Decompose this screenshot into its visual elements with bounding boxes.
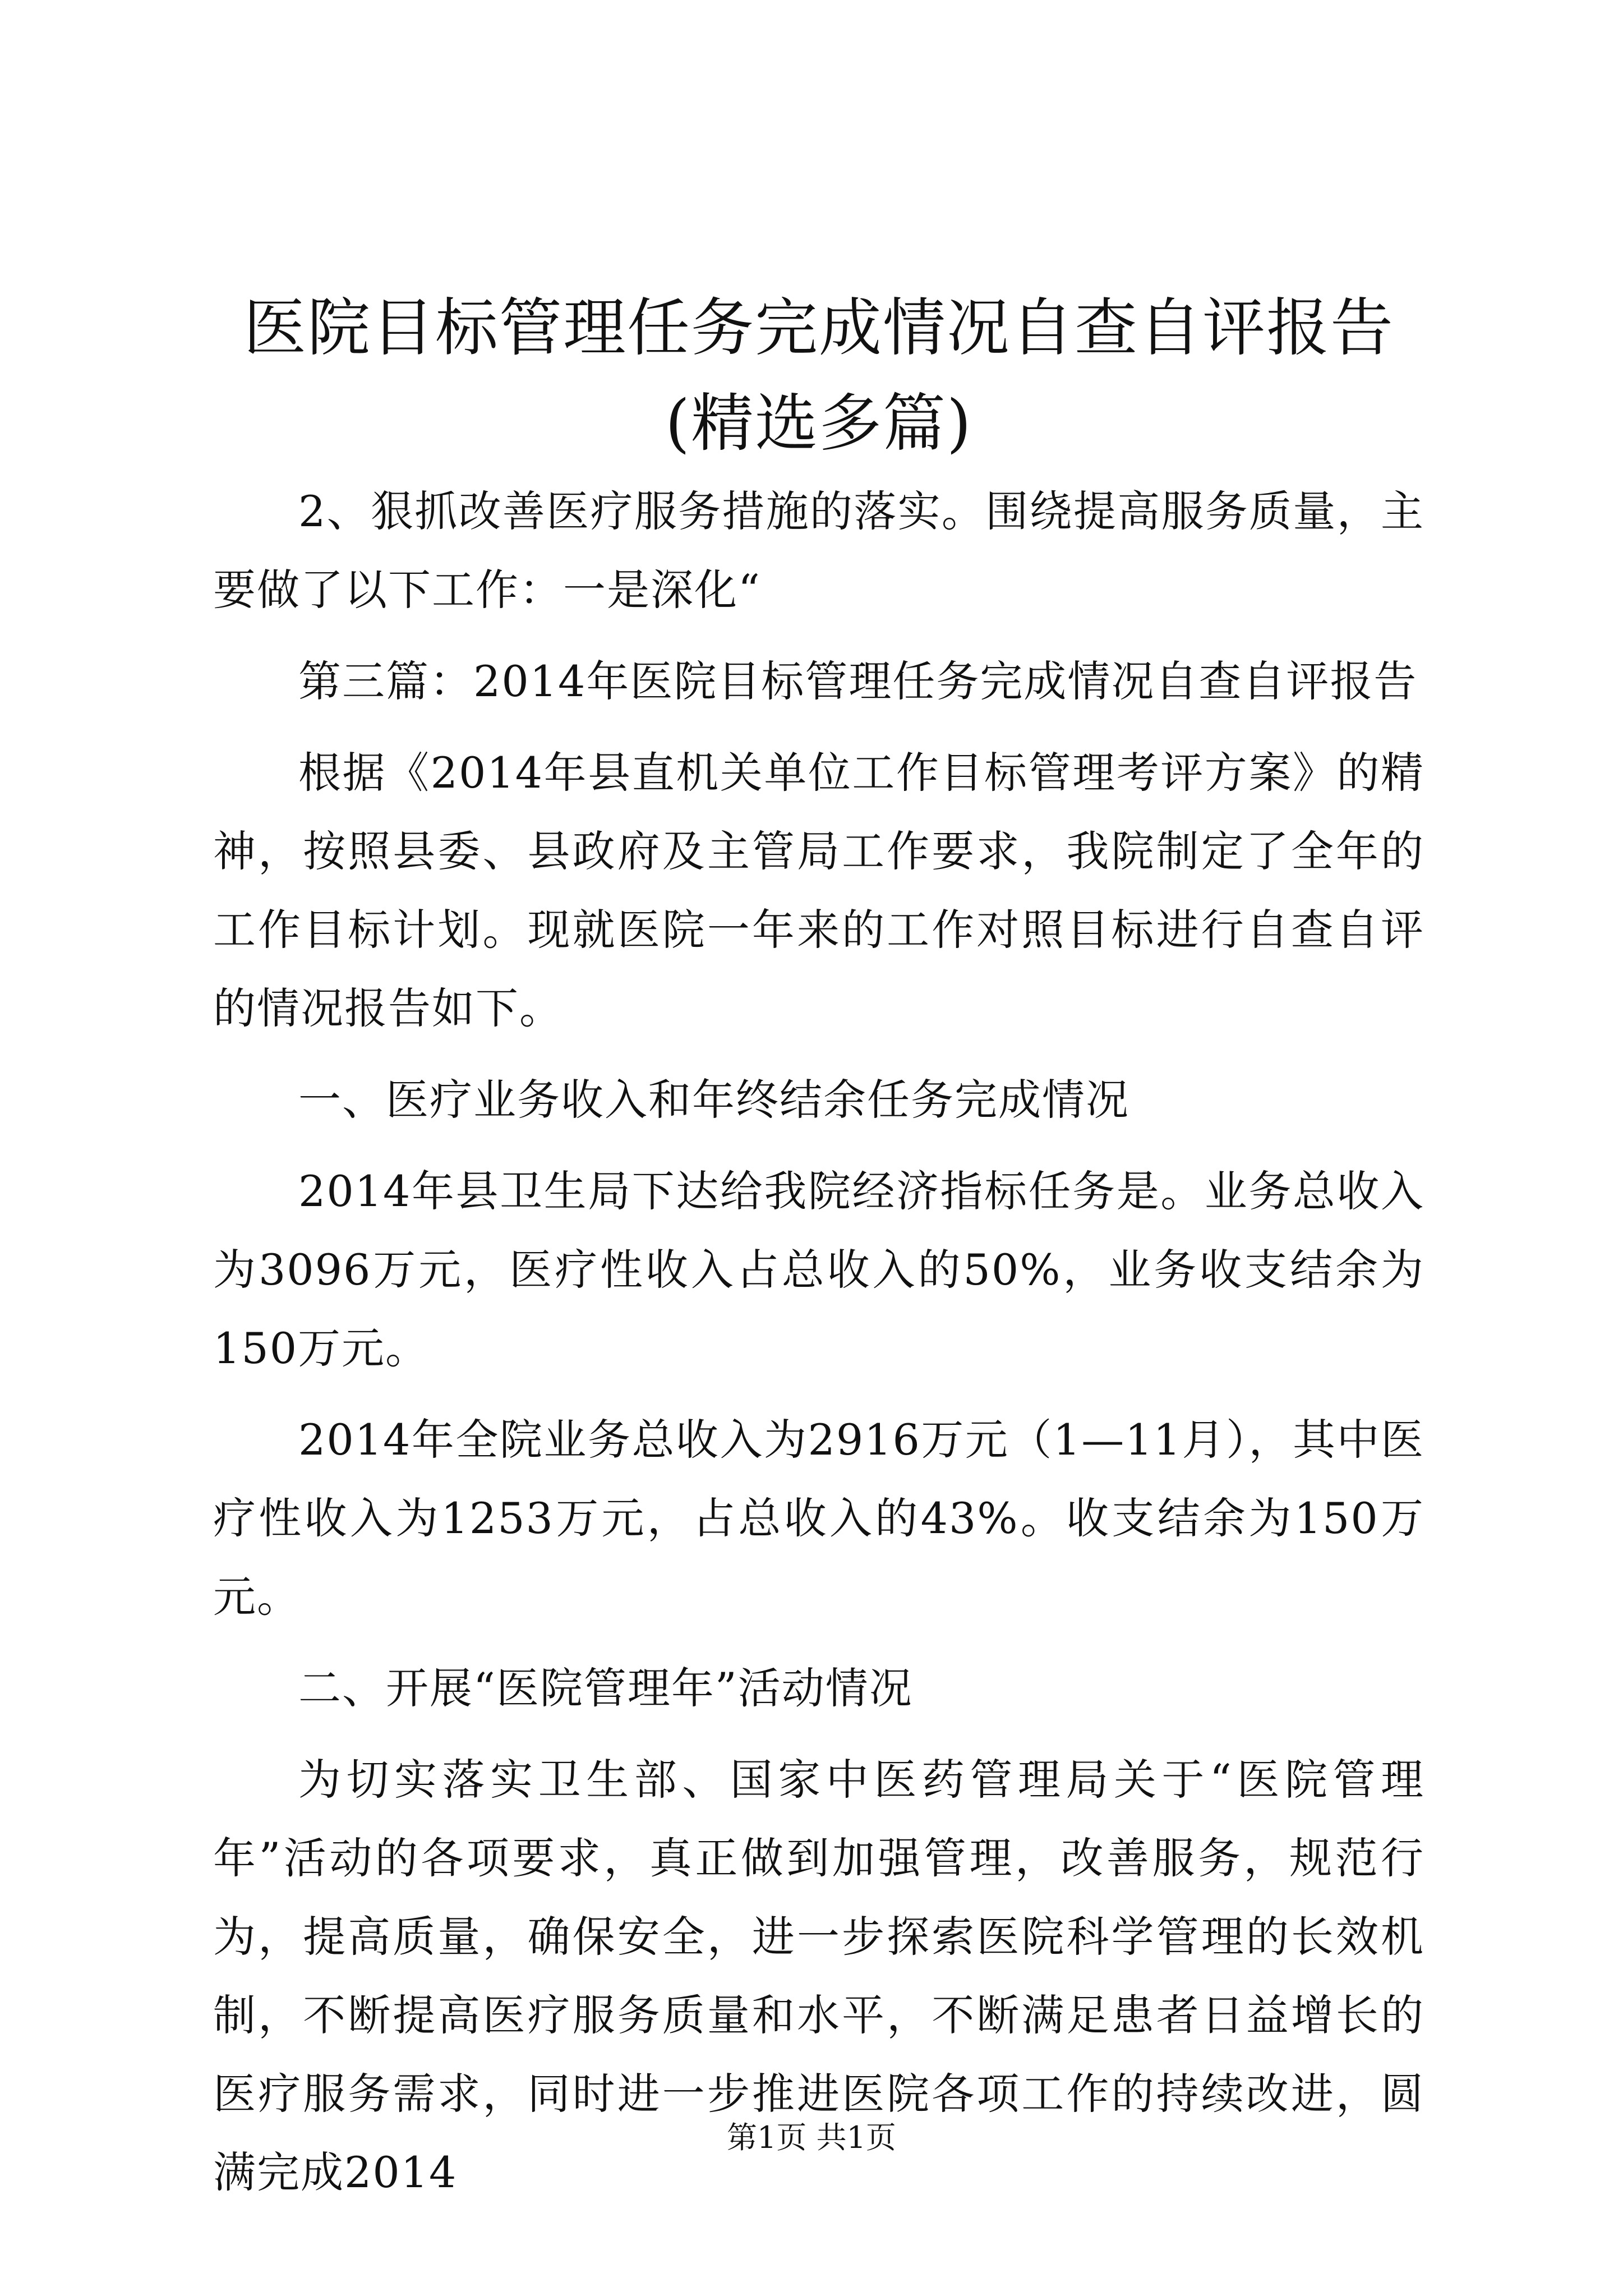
paragraph: 2014年县卫生局下达给我院经济指标任务是。业务总收入为3096万元，医疗性收入占总收入的50%，业务收支结余为150万元。 (213, 1166, 1424, 1373)
section-heading: 二、开展“医院管理年”活动情况 (298, 1663, 913, 1713)
paragraph: 2014年全院业务总收入为2916万元（1—11月），其中医疗性收入为1253万元，占总收入的43%。收支结余为150万元。 (213, 1415, 1424, 1622)
document-body (213, 472, 1424, 2225)
page-number-footer: 第1页 共1页 (727, 2120, 896, 2155)
document-title: 医院目标管理任务完成情况自查自评报告(精选多篇) (243, 292, 1394, 460)
paragraph: 为切实落实卫生部、国家中医药管理局关于“医院管理年”活动的各项要求，真正做到加强管理，改善服务，规范行为，提高质量，确保安全，进一步探索医院科学管理的长效机制，不断提高医疗服务质量和水平，不断满足患者日益增长的医疗服务需求，同时进一步推进医院各项工作的持续改进，圆满完成2014 (213, 1755, 1424, 2197)
paragraph: 根据《2014年县直机关单位工作目标管理考评方案》的精神，按照县委、县政府及主管局工作要求，我院制定了全年的工作目标计划。现就医院一年来的工作对照目标进行自查自评的情况报告如下。 (213, 748, 1424, 1033)
paragraph: 2、狠抓改善医疗服务措施的落实。围绕提高服务质量，主要做了以下工作：一是深化“ (213, 486, 1424, 615)
section-heading: 一、医疗业务收入和年终结余任务完成情况 (298, 1075, 1129, 1125)
paragraph: 第三篇：2014年医院目标管理任务完成情况自查自评报告 (298, 656, 1418, 706)
